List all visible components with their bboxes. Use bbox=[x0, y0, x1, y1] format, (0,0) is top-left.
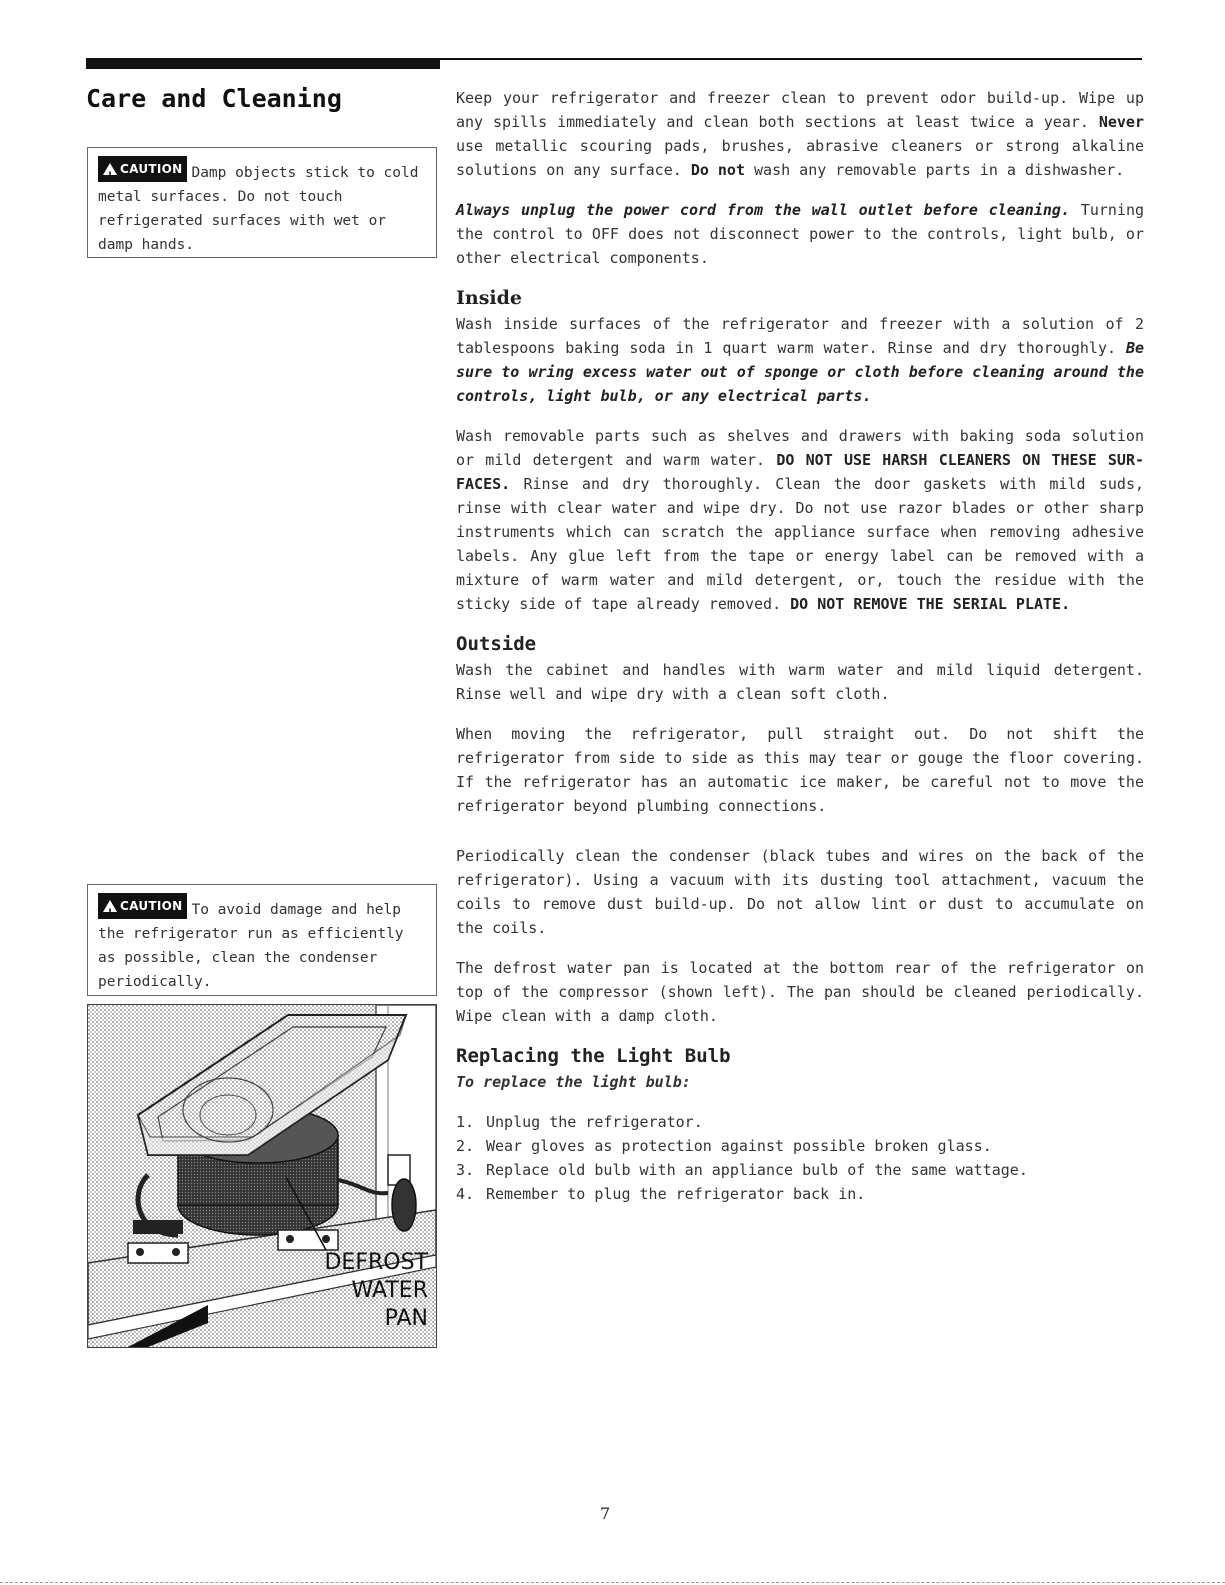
text-run: Wash removable parts such as shelves and drawers with baking soda solution or mild detergent and warm water. bbox=[456, 427, 1144, 469]
page-title: Care and Cleaning bbox=[86, 84, 342, 113]
caution-box-condenser bbox=[87, 884, 437, 996]
warning-triangle-icon bbox=[103, 900, 117, 912]
list-item bbox=[456, 1182, 1144, 1206]
list-item bbox=[456, 1110, 1144, 1134]
figure-label-line: DEFROST bbox=[324, 1250, 428, 1275]
caution-badge-label: CAUTION bbox=[120, 899, 183, 913]
step-number: 4. bbox=[456, 1185, 475, 1203]
list-item bbox=[456, 1158, 1144, 1182]
text-run: Turning the control to OFF does not disconnect power to the controls, light bulb, or other electrical components. bbox=[456, 201, 1145, 267]
text-run: use metallic scouring pads, brushes, abrasive cleaners or strong alkaline solutions on any surface. bbox=[456, 137, 1144, 179]
caution-badge bbox=[98, 156, 187, 182]
step-text: Replace old bulb with an appliance bulb of the same wattage. bbox=[486, 1161, 1028, 1179]
text-run: Rinse and dry thoroughly. Clean the door gaskets with mild suds, rinse with clear water and wipe dry. Do not use razor blades or other sharp instruments which can scratch the appliance surface when removing adhesive labels. Any glue left from the tape or energy label can be removed with a mixture of warm water and mild detergent, or, touch the residue with the sticky side of tape already removed. bbox=[456, 475, 1144, 613]
main-content bbox=[456, 86, 1144, 1206]
step-number: 3. bbox=[456, 1161, 475, 1179]
outside-paragraph-4: The defrost water pan is located at the bottom rear of the refrigerator on top of the compressor (shown left). The pan should be cleaned periodically. Wipe clean with a damp cloth. bbox=[456, 959, 1144, 1025]
text-emphasis: DO NOT REMOVE THE SERIAL PLATE. bbox=[790, 595, 1071, 613]
caution-text: To avoid damage and help the refrigerator run as efficiently as possible, clean the condenser periodically. bbox=[98, 902, 404, 990]
figure-label-line: PAN bbox=[384, 1306, 428, 1331]
unplug-warning: Always unplug the power cord from the wall outlet before cleaning. bbox=[456, 201, 1070, 219]
step-text: Unplug the refrigerator. bbox=[486, 1113, 703, 1131]
text-emphasis: Do not bbox=[690, 161, 745, 179]
light-bulb-steps bbox=[456, 1110, 1144, 1206]
intro-paragraph-2 bbox=[456, 198, 1144, 270]
intro-paragraph-1 bbox=[456, 86, 1144, 182]
section-heading-outside: Outside bbox=[456, 633, 537, 655]
caution-badge-label: CAUTION bbox=[120, 162, 183, 176]
header-rule-thin bbox=[440, 58, 1142, 60]
outside-paragraph-2: When moving the refrigerator, pull straight out. Do not shift the refrigerator from side to side as this may tear or gouge the floor covering. If the refrigerator has an automatic ice maker, be careful not to move the refrigerator beyond plumbing connections. bbox=[456, 725, 1144, 815]
step-number: 1. bbox=[456, 1113, 475, 1131]
caution-badge bbox=[98, 893, 187, 919]
step-number: 2. bbox=[456, 1137, 475, 1155]
figure-label-line: WATER bbox=[351, 1278, 428, 1303]
text-emphasis: Be sure to wring excess water out of sponge or cloth before cleaning around the controls, light bulb, or any electrical parts. bbox=[456, 339, 1144, 405]
section-heading-inside: Inside bbox=[456, 287, 522, 309]
step-text: Remember to plug the refrigerator back in. bbox=[486, 1185, 866, 1203]
light-bulb-intro: To replace the light bulb: bbox=[456, 1073, 691, 1091]
list-item bbox=[456, 1134, 1144, 1158]
outside-paragraph-3: Periodically clean the condenser (black tubes and wires on the back of the refrigerator). Using a vacuum with its dusting tool attachment, vacuum the coils to remove dust build-up. Do not allow lint or dust to accumulate on the coils. bbox=[456, 847, 1144, 937]
outside-paragraph-1: Wash the cabinet and handles with warm water and mild liquid detergent. Rinse well and wipe dry with a clean soft cloth. bbox=[456, 661, 1144, 703]
caution-box-damp-objects bbox=[87, 147, 437, 258]
text-emphasis: Never bbox=[1098, 113, 1144, 131]
text-run: wash any removable parts in a dishwasher. bbox=[745, 161, 1125, 179]
text-emphasis: DO NOT USE HARSH CLEANERS ON THESE SUR-FACES. bbox=[456, 451, 1145, 493]
inside-paragraph-1 bbox=[456, 312, 1144, 408]
header-rule-thick bbox=[86, 58, 440, 69]
caution-text: Damp objects stick to cold metal surfaces. Do not touch refrigerated surfaces with wet or damp hands. bbox=[98, 165, 419, 253]
text-run: Wash inside surfaces of the refrigerator and freezer with a solution of 2 tablespoons baking soda in 1 quart warm water. Rinse and dry thoroughly. bbox=[456, 315, 1144, 357]
inside-paragraph-2 bbox=[456, 424, 1144, 616]
warning-triangle-icon bbox=[103, 163, 117, 175]
step-text: Wear gloves as protection against possible broken glass. bbox=[486, 1137, 992, 1155]
defrost-water-pan-label bbox=[324, 1249, 428, 1333]
text-run: Keep your refrigerator and freezer clean to prevent odor build-up. Wipe up any spills immediately and clean both sections at least twice a year. bbox=[456, 89, 1144, 131]
page-number: 7 bbox=[600, 1504, 611, 1523]
defrost-water-pan-figure bbox=[87, 1004, 437, 1348]
bottom-edge-rule bbox=[0, 1582, 1225, 1583]
section-heading-light-bulb: Replacing the Light Bulb bbox=[456, 1045, 731, 1067]
